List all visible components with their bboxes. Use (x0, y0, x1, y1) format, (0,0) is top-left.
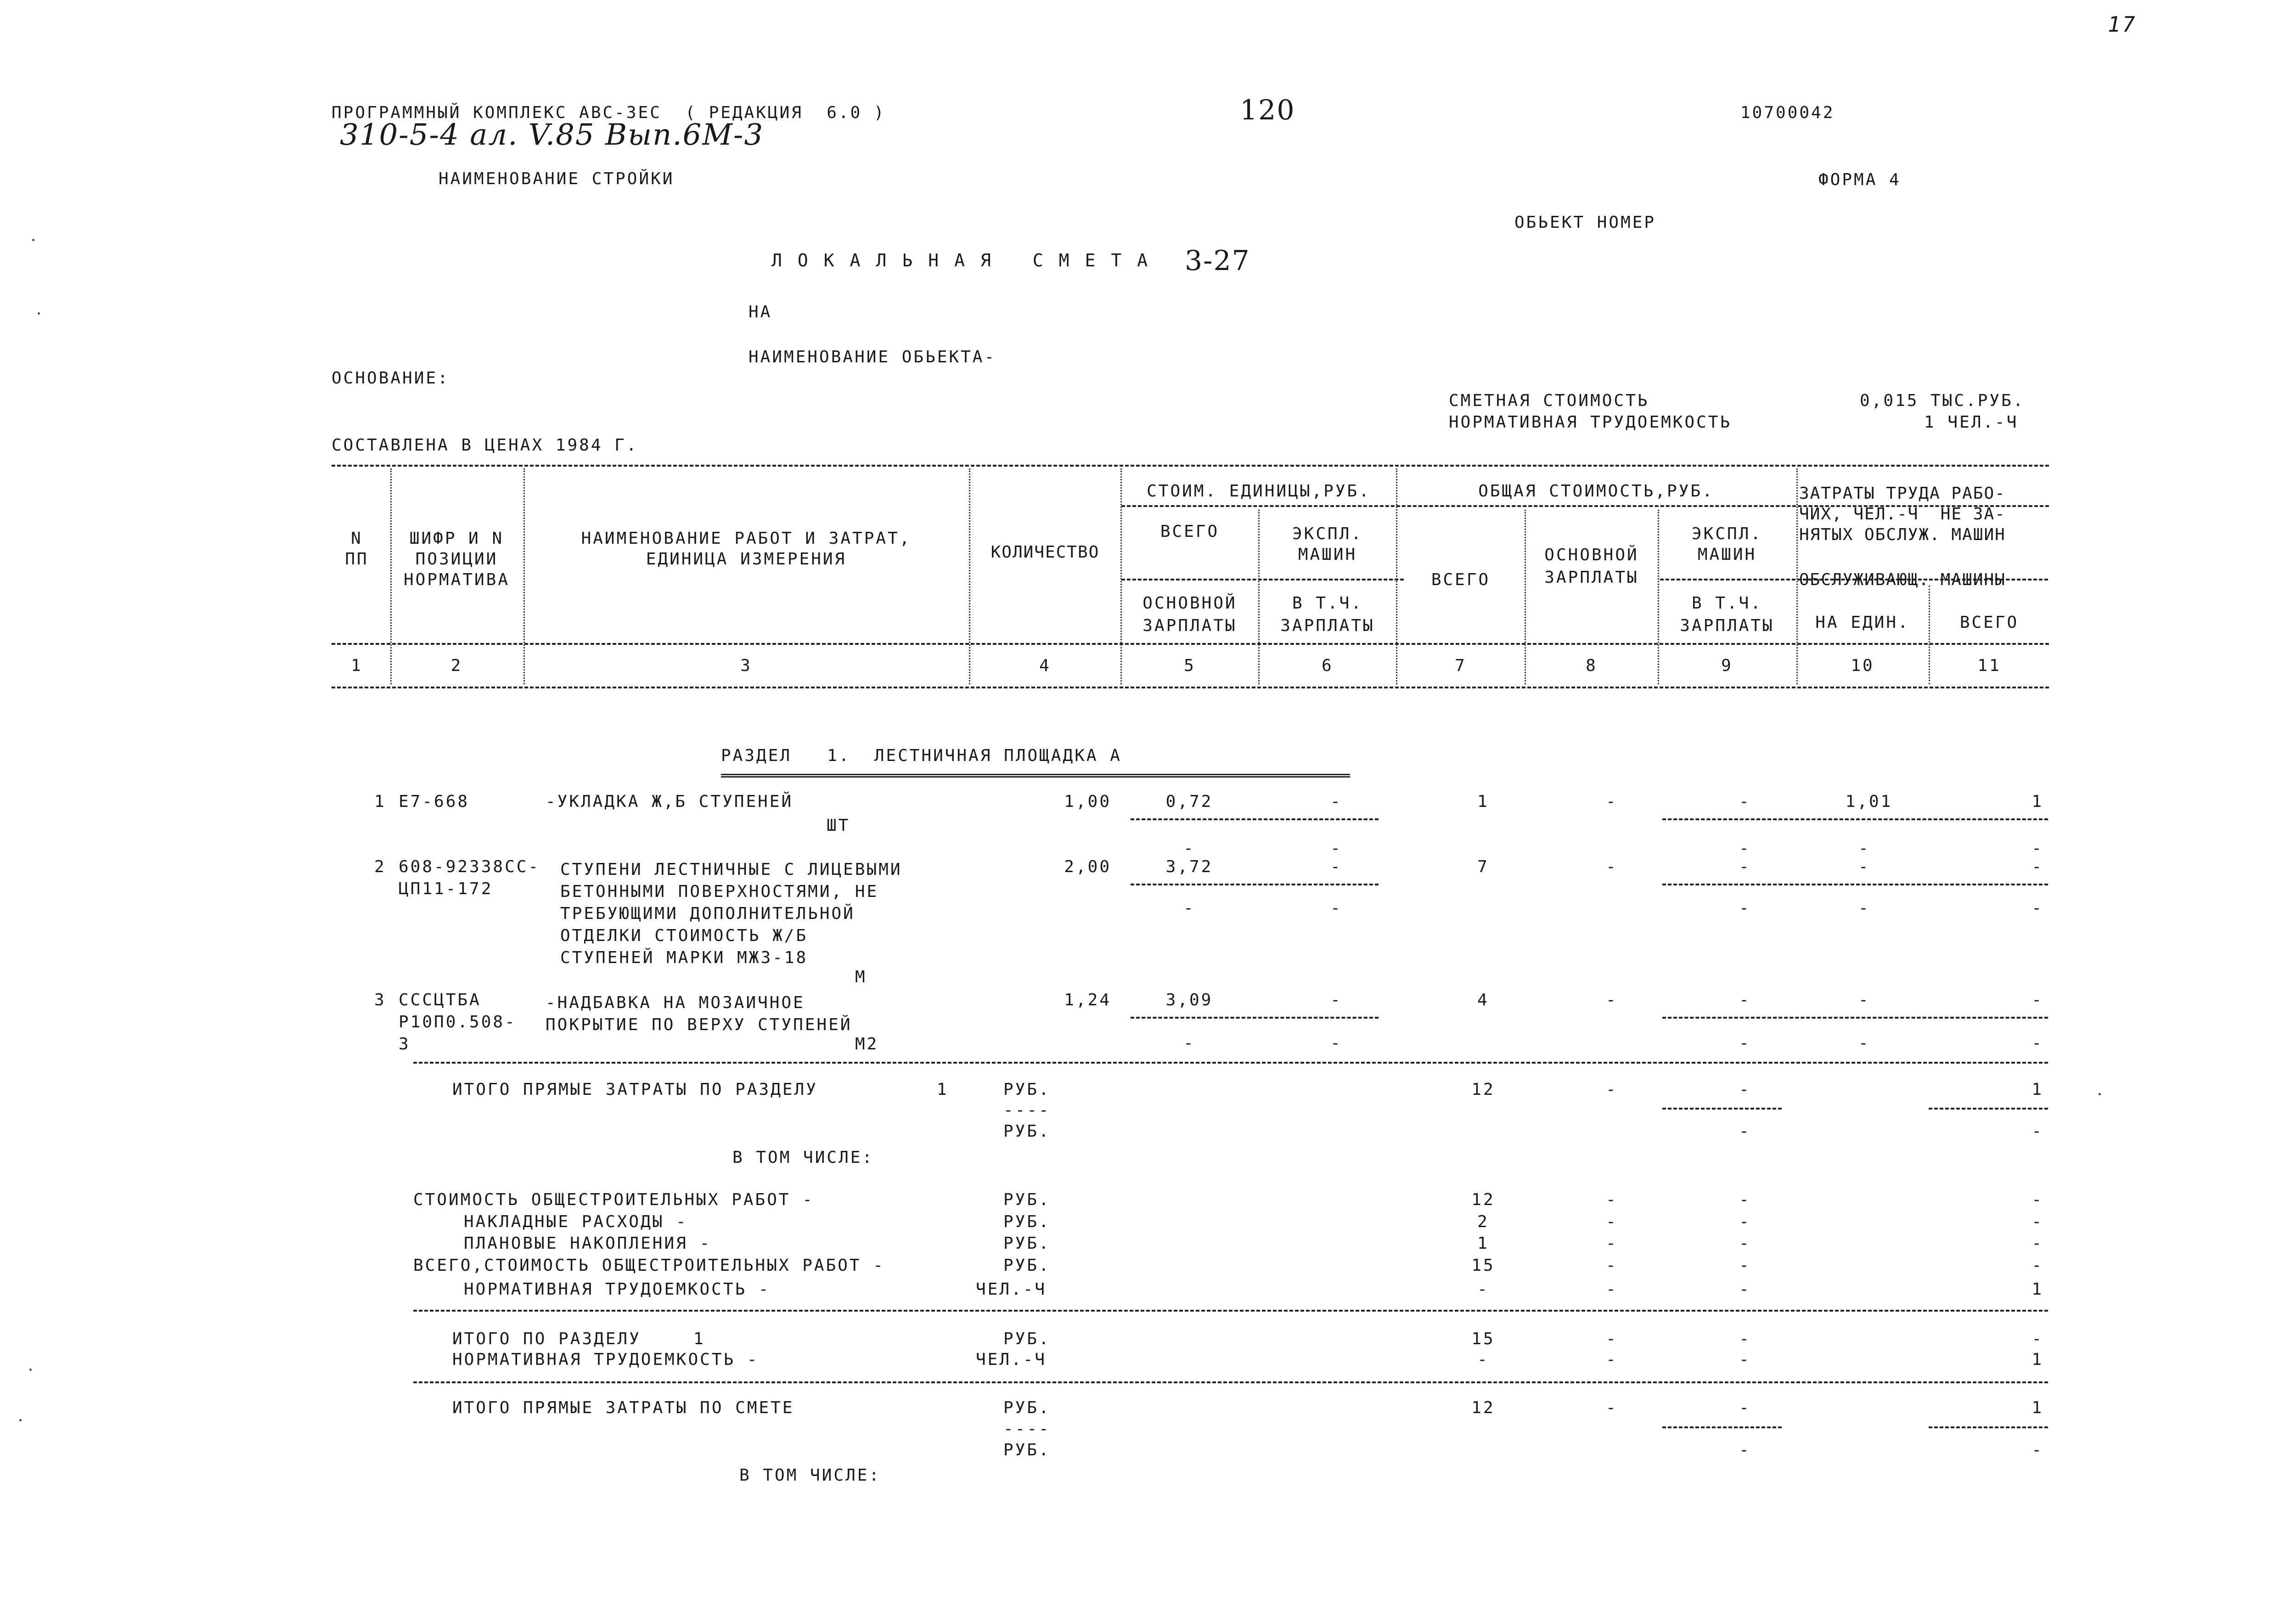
row-unit: М2 (855, 1035, 879, 1054)
scan-speck (38, 312, 40, 315)
currency-label: РУБ. (1003, 1234, 1051, 1253)
direct-costs-section-machine-wages: - (1739, 1122, 1751, 1141)
row-code: 608-92338СС- (399, 857, 540, 876)
direct-costs-section-labor: 1 (2032, 1080, 2043, 1099)
row-quantity: 1,24 (1064, 991, 1111, 1009)
row-unit: М (855, 968, 867, 986)
corner-mark: 17 (2108, 12, 2137, 37)
planned-savings-wages: - (1606, 1234, 1618, 1253)
header-col-name: НАИМЕНОВАНИЕ РАБОТ И ЗАТРАТ, ЕДИНИЦА ИЗМЕРЕНИЯ (581, 529, 912, 569)
row-code-secondary: ЦП11-172 (399, 879, 493, 898)
labor-intensity-value: 1 ЧЕЛ.-Ч (1924, 413, 2019, 432)
totals-subrule (1662, 1426, 1782, 1428)
header-unit-machines: ЭКСПЛ. МАШИН (1292, 524, 1363, 564)
header-total-cost: ОБЩАЯ СТОИМОСТЬ,РУБ. (1478, 482, 1714, 501)
header-labor-service: ОБСЛУЖИВАЮЩ. МАШИНЫ (1799, 570, 2006, 589)
currency-label: РУБ. (1003, 1256, 1051, 1275)
section-total-machines: - (1739, 1330, 1751, 1348)
planned-savings-value: 1 (1477, 1234, 1489, 1253)
row-unit-total: 3,09 (1165, 991, 1213, 1009)
labor-intensity-label: НОРМАТИВНАЯ ТРУДОЕМКОСТЬ (1449, 413, 1732, 432)
section-total-label: ИТОГО ПО РАЗДЕЛУ (452, 1330, 641, 1348)
section-normative-labor-label: НОРМАТИВНАЯ ТРУДОЕМКОСТЬ - (452, 1350, 759, 1369)
row-labor-service-unit: - (1858, 1034, 1870, 1053)
section-total-wages: - (1606, 1330, 1618, 1348)
row-unit-wages: - (1183, 839, 1195, 858)
overhead-label: НАКЛАДНЫЕ РАСХОДЫ - (464, 1212, 688, 1231)
total-general-construction-machines: - (1739, 1256, 1751, 1275)
row-labor-unit: - (1858, 857, 1870, 876)
currency-divider: ---- (1003, 1420, 1051, 1438)
including-label: В ТОМ ЧИСЛЕ: (732, 1148, 874, 1167)
row-labor-service-total: - (2032, 899, 2043, 918)
column-number: 2 (450, 656, 463, 675)
row-machine-wages: - (1739, 899, 1751, 918)
row-labor-total: - (2032, 857, 2043, 876)
row-machines: - (1739, 792, 1751, 811)
header-total-wages: ОСНОВНОЙ ЗАРПЛАТЫ (1544, 546, 1639, 587)
na-label: НА (748, 303, 772, 321)
header-top-rule (332, 465, 2049, 467)
header-col-quantity: КОЛИЧЕСТВО (990, 543, 1100, 562)
scan-speck (29, 1369, 32, 1371)
column-number: 3 (740, 656, 752, 675)
row-unit-total: 0,72 (1165, 792, 1213, 811)
total-general-construction-labor: - (2032, 1256, 2043, 1275)
scan-speck (2099, 1093, 2101, 1095)
row-number: 3 (374, 991, 386, 1009)
row-wages: - (1606, 991, 1618, 1009)
currency-label: РУБ. (1003, 1441, 1051, 1459)
section-title: РАЗДЕЛ 1. ЛЕСТНИЧНАЯ ПЛОЩАДКА А (721, 746, 1122, 765)
row-name: -УКЛАДКА Ж,Б СТУПЕНЕЙ (546, 792, 793, 811)
planned-savings-labor: - (2032, 1234, 2043, 1253)
overhead-machines: - (1739, 1212, 1751, 1231)
row-unit-total: 3,72 (1165, 857, 1213, 876)
breakdown-rule (413, 1310, 2048, 1312)
estimated-cost-value: 0,015 ТЫС.РУБ. (1860, 391, 2025, 410)
row-unit-machine-wages: - (1330, 839, 1342, 858)
row-unit: ШТ (827, 816, 850, 835)
form-label: ФОРМА 4 (1818, 170, 1901, 189)
section-normative-labor-value: 1 (2032, 1350, 2043, 1369)
direct-costs-section-wages: - (1606, 1080, 1618, 1099)
section-total-value: 15 (1471, 1330, 1495, 1348)
totals-subrule (1929, 1108, 2048, 1110)
currency-label: РУБ. (1003, 1330, 1051, 1348)
row-unit-machine-wages: - (1330, 899, 1342, 918)
row-subrule (1131, 818, 1379, 820)
section-underline (721, 774, 1350, 778)
column-number: 10 (1851, 656, 1874, 675)
currency-label: РУБ. (1003, 1190, 1051, 1209)
direct-costs-section-number: 1 (937, 1080, 949, 1099)
total-general-construction-label: ВСЕГО,СТОИМОСТЬ ОБЩЕСТРОИТЕЛЬНЫХ РАБОТ - (413, 1256, 885, 1275)
column-divider (523, 468, 525, 684)
column-number: 8 (1586, 656, 1598, 675)
scan-speck (19, 1419, 22, 1421)
header-total-all: ВСЕГО (1431, 570, 1491, 589)
normative-labor-label: НОРМАТИВНАЯ ТРУДОЕМКОСТЬ - (464, 1280, 771, 1299)
header-labor-unit: НА ЕДИН. (1815, 613, 1910, 632)
direct-costs-section-machines: - (1739, 1080, 1751, 1099)
row-number: 1 (374, 792, 386, 811)
totals-subrule (1662, 1108, 1782, 1110)
row-labor-unit: 1,01 (1845, 792, 1893, 811)
row-subrule (1131, 884, 1379, 885)
column-number: 4 (1039, 656, 1051, 675)
document-code: 10700042 (1740, 103, 1835, 122)
page-number: 120 (1240, 94, 1295, 126)
section-total-rule (413, 1381, 2048, 1383)
man-hours-label: ЧЕЛ.-Ч (976, 1280, 1047, 1299)
estimate-number: 3-27 (1185, 245, 1250, 277)
header-unit-cost: СТОИМ. ЕДИНИЦЫ,РУБ. (1147, 482, 1371, 501)
estimate-direct-costs-label: ИТОГО ПРЯМЫЕ ЗАТРАТЫ ПО СМЕТЕ (452, 1398, 794, 1417)
row-subrule (1662, 818, 2048, 820)
column-number: 6 (1322, 656, 1334, 675)
section-normative-labor-machines: - (1739, 1350, 1751, 1369)
row-machines: - (1739, 857, 1751, 876)
row-labor-service-total: - (2032, 839, 2043, 858)
row-subrule (1662, 1017, 2048, 1019)
row-number: 2 (374, 857, 386, 876)
column-number: 5 (1184, 656, 1196, 675)
general-construction-cost-label: СТОИМОСТЬ ОБЩЕСТРОИТЕЛЬНЫХ РАБОТ - (413, 1190, 814, 1209)
row-total: 1 (1477, 792, 1489, 811)
normative-labor-total: - (1477, 1280, 1489, 1299)
currency-label: РУБ. (1003, 1212, 1051, 1231)
row-unit-machine-wages: - (1330, 1034, 1342, 1053)
estimated-cost-label: СМЕТНАЯ СТОИМОСТЬ (1449, 391, 1649, 410)
including-label: В ТОМ ЧИСЛЕ: (739, 1466, 881, 1485)
header-col-code: ШИФР И N ПОЗИЦИИ НОРМАТИВА (403, 529, 510, 589)
column-divider (969, 468, 970, 684)
column-divider (1796, 468, 1798, 684)
header-col-number: N ПП (345, 529, 369, 569)
row-unit-wages: - (1183, 899, 1195, 918)
row-unit-machines: - (1330, 857, 1342, 876)
row-name: СТУПЕНИ ЛЕСТНИЧНЫЕ С ЛИЦЕВЫМИ БЕТОННЫМИ ПОВЕРХНОСТЯМИ, НЕ ТРЕБУЮЩИМИ ДОПОЛНИТЕЛЬНОЙ ОТДЕЛКИ СТОИМОСТЬ Ж/Б СТУПЕНЕЙ МАРКИ МЖЗ-18 (560, 860, 902, 967)
general-construction-cost-wages: - (1606, 1190, 1618, 1209)
row-labor-total: - (2032, 991, 2043, 1009)
row-subrule (1131, 1017, 1379, 1019)
overhead-value: 2 (1477, 1212, 1489, 1231)
column-number: 7 (1455, 656, 1467, 675)
row-total: 4 (1477, 991, 1489, 1009)
column-number: 11 (1977, 656, 2001, 675)
object-number-label: ОБЬЕКТ НОМЕР (1514, 213, 1656, 232)
row-code: Е7-668 (399, 792, 470, 811)
row-unit-machines: - (1330, 991, 1342, 1009)
currency-label: РУБ. (1003, 1398, 1051, 1417)
planned-savings-machines: - (1739, 1234, 1751, 1253)
estimate-direct-costs-machines: - (1739, 1398, 1751, 1417)
row-code: СССЦТБА (399, 991, 481, 1009)
direct-costs-section-total: 12 (1471, 1080, 1495, 1099)
header-labor: ЗАТРАТЫ ТРУДА РАБО- ЧИХ, ЧЕЛ.-Ч НЕ ЗА- НЯТЫХ ОБСЛУЖ. МАШИН (1799, 484, 2006, 544)
man-hours-label: ЧЕЛ.-Ч (976, 1350, 1047, 1369)
row-unit-machines: - (1330, 792, 1342, 811)
general-construction-cost-labor: - (2032, 1190, 2043, 1209)
currency-label: РУБ. (1003, 1080, 1051, 1099)
row-quantity: 2,00 (1064, 857, 1111, 876)
total-general-construction-wages: - (1606, 1256, 1618, 1275)
row-labor-service-unit: - (1858, 899, 1870, 918)
estimate-direct-costs-wages: - (1606, 1398, 1618, 1417)
row-machine-wages: - (1739, 839, 1751, 858)
row-labor-total: 1 (2032, 792, 2043, 811)
header-bottom-rule (332, 643, 2049, 645)
handwritten-reference: 310-5-4 ал. V.85 Вып.6М-3 (340, 118, 764, 152)
header-unit-wages: ОСНОВНОЙ ЗАРПЛАТЫ (1142, 594, 1237, 635)
basis-label: ОСНОВАНИЕ: (332, 369, 450, 388)
header-labor-total: ВСЕГО (1959, 613, 2019, 632)
construction-label: НАИМЕНОВАНИЕ СТРОЙКИ (439, 169, 675, 188)
normative-labor-wages: - (1606, 1280, 1618, 1299)
estimate-direct-costs-machine-wages: - (1739, 1441, 1751, 1459)
currency-label: РУБ. (1003, 1122, 1051, 1141)
column-number: 9 (1721, 656, 1733, 675)
totals-subrule (1929, 1426, 2048, 1428)
normative-labor-machines: - (1739, 1280, 1751, 1299)
estimate-direct-costs-labor-service: - (2032, 1441, 2043, 1459)
header-total-machine-wages: В Т.Ч. ЗАРПЛАТЫ (1680, 594, 1774, 635)
row-total: 7 (1477, 857, 1489, 876)
row-labor-service-unit: - (1858, 839, 1870, 858)
overhead-wages: - (1606, 1212, 1618, 1231)
section-total-labor-dash: - (2032, 1330, 2043, 1348)
estimate-direct-costs-labor: 1 (2032, 1398, 2043, 1417)
program-name: ПРОГРАММНЫЙ КОМПЛЕКС АВС-ЗЕС ( РЕДАКЦИЯ 6.0 ) (332, 103, 886, 122)
row-unit-wages: - (1183, 1034, 1195, 1053)
object-name-label: НАИМЕНОВАНИЕ ОБЬЕКТА- (748, 348, 996, 366)
section-total-number: 1 (693, 1330, 705, 1348)
scan-speck (32, 239, 34, 241)
planned-savings-label: ПЛАНОВЫЕ НАКОПЛЕНИЯ - (464, 1234, 712, 1253)
header-total-machines: ЭКСПЛ. МАШИН (1691, 524, 1763, 564)
general-construction-cost-machines: - (1739, 1190, 1751, 1209)
general-construction-cost-value: 12 (1471, 1190, 1495, 1209)
row-labor-service-total: - (2032, 1034, 2043, 1053)
column-divider (1120, 468, 1122, 684)
section-normative-labor-total: - (1477, 1350, 1489, 1369)
row-code-secondary: Р10П0.508- (399, 1013, 517, 1031)
row-labor-unit: - (1858, 991, 1870, 1009)
row-machine-wages: - (1739, 1034, 1751, 1053)
header-unit-total: ВСЕГО (1160, 522, 1220, 541)
currency-divider: ---- (1003, 1101, 1051, 1120)
row-quantity: 1,00 (1064, 792, 1111, 811)
direct-costs-section-label: ИТОГО ПРЯМЫЕ ЗАТРАТЫ ПО РАЗДЕЛУ (452, 1080, 818, 1099)
prices-label: СОСТАВЛЕНА В ЦЕНАХ 1984 Г. (332, 436, 638, 455)
direct-costs-section-labor-service: - (2032, 1122, 2043, 1141)
column-numbers-rule (332, 687, 2049, 688)
row-subrule (1662, 884, 2048, 885)
column-number: 1 (351, 656, 363, 675)
estimate-direct-costs-value: 12 (1471, 1398, 1495, 1417)
section-rows-rule (413, 1062, 2048, 1064)
row-machines: - (1739, 991, 1751, 1009)
row-wages: - (1606, 792, 1618, 811)
estimate-title: ЛОКАЛЬНАЯ СМЕТА (771, 250, 1164, 270)
header-unit-rule (1121, 579, 1404, 580)
normative-labor-value: 1 (2032, 1280, 2043, 1299)
header-unit-machine-wages: В Т.Ч. ЗАРПЛАТЫ (1280, 594, 1375, 635)
row-wages: - (1606, 857, 1618, 876)
section-normative-labor-wages: - (1606, 1350, 1618, 1369)
row-code-tertiary: 3 (399, 1035, 411, 1054)
row-name: -НАДБАВКА НА МОЗАИЧНОЕ ПОКРЫТИЕ ПО ВЕРХУ СТУПЕНЕЙ (546, 993, 852, 1034)
total-general-construction-value: 15 (1471, 1256, 1495, 1275)
overhead-labor: - (2032, 1212, 2043, 1231)
